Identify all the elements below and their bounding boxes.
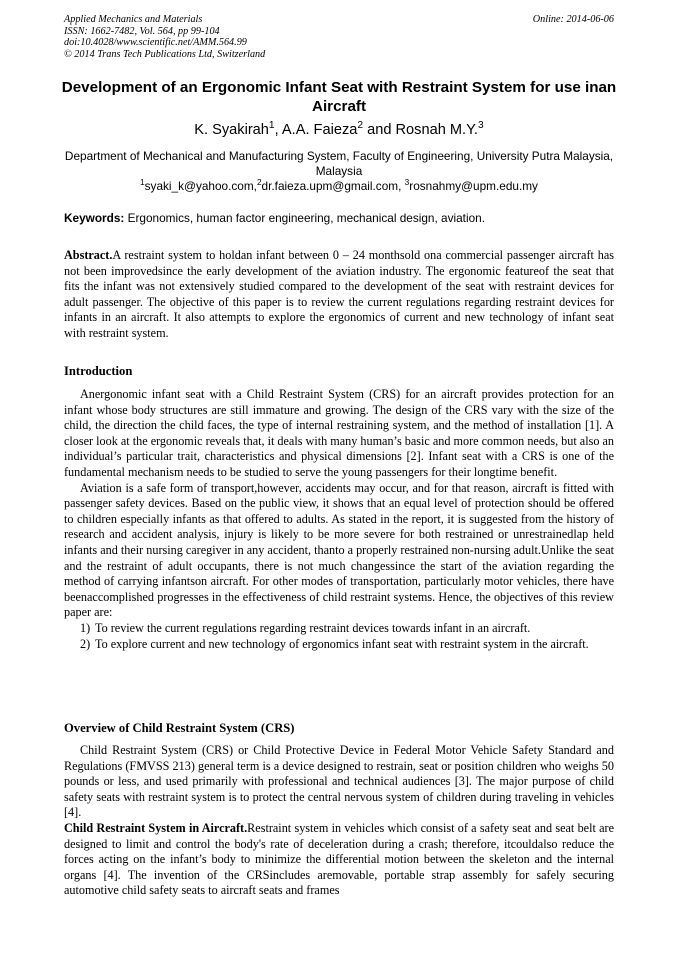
author-affil-mark: 2 [357, 120, 364, 132]
email-mark: 2 [256, 178, 262, 188]
keywords [64, 211, 614, 226]
overview-paragraph-1: Child Restraint System (CRS) or Child Protective Device in Federal Motor Vehicle Safety Standard and Regulations (FMVSS 213) general term is a device designed to restrain, seat or position children who weighs 50 pounds or less, and used primarily with professional and technical audiences [3]. The major purpose of child safety seats with restraint system is to protect the central nervous system of children during traveling in vehicles [4]. [64, 743, 614, 820]
author-affil-mark: 1 [268, 120, 275, 132]
email-mark: 3 [404, 178, 410, 188]
author-name: K. Syakirah [194, 122, 269, 138]
copyright-line: © 2014 Trans Tech Publications Ltd, Switzerland [64, 48, 266, 60]
author-email[interactable]: syaki_k@yahoo.com [144, 179, 254, 194]
author-separator: , [274, 122, 282, 138]
journal-name: Applied Mechanics and Materials [64, 14, 203, 25]
online-date: Online: 2014-06-06 [532, 14, 614, 25]
author-email[interactable]: dr.faieza.upm@gmail.com [261, 179, 399, 194]
author-list [60, 121, 618, 139]
abstract [64, 248, 614, 342]
introduction-heading: Introduction [64, 364, 133, 378]
intro-paragraph-1: Anergonomic infant seat with a Child Restraint System (CRS) for an aircraft provides protection for an infant whose body structures are still immature and growing. The design of the CRS vary with the size of the child, the direction the child faces, the type of internal restraining system, and the method of installation [1]. A closer look at the ergonomic reveals that, it deals with many human’s basic and more common needs, but also an individual’s particular trait, characteristics and physical dimensions [2]. Infant seat with a CRS is one of the fundamental mechanism needs to be studied to serve the young passengers for their longtime benefit. [64, 387, 614, 479]
objectives-list [64, 621, 614, 652]
author-name: Rosnah M.Y. [395, 122, 478, 138]
author-email[interactable]: rosnahmy@upm.edu.my [409, 179, 538, 194]
doi-line: doi:10.4028/www.scientific.net/AMM.564.99 [64, 37, 247, 48]
overview-body [64, 743, 614, 899]
subsection-label: Child Restraint System in Aircraft. [64, 820, 248, 835]
objective-item [64, 621, 614, 637]
abstract-text: A restraint system to holdan infant between 0 – 24 monthsold ona commercial passenger aircraft has not been improvedsince the early development of the aviation industry. The ergonomic featureof the seat that fits the infant was not extensively studied compared to the development of the seat with restraint devices for adult passenger. The objective of this paper is to review the current regulations regarding restraint devices for infants in an aircraft. It also attempts to explore the ergonomics of current and new technology of infant seat with restraint system. [64, 248, 614, 340]
overview-paragraph-2 [64, 821, 614, 899]
overview-paragraph-2-text: Restraint system in vehicles which consist of a safety seat and seat belt are designed to limit and control the body's rate of deceleration during a crash; therefore, itcouldalso reduce the forces acting on the infant’s body to minimize the differential motion between the skeleton and the internal organs [4]. The invention of the CRSincludes aremovable, portable strap assembly for safely securing automotive child safety seats to aircraft seats and frames [64, 820, 615, 898]
author-name: A.A. Faieza [281, 122, 358, 138]
affiliation: Department of Mechanical and Manufacturing System, Faculty of Engineering, University Putra Malaysia, Malaysia [64, 149, 614, 179]
journal-header [64, 14, 265, 60]
email-separator: , [253, 179, 257, 194]
author-separator: and [363, 122, 396, 138]
objective-text: To explore current and new technology of ergonomics infant seat with restraint system in the aircraft. [95, 636, 589, 651]
objective-number: 1) [80, 620, 91, 635]
objective-item [64, 637, 614, 653]
issn-line: ISSN: 1662-7482, Vol. 564, pp 99-104 [64, 25, 220, 37]
intro-paragraph-2: Aviation is a safe form of transport,however, accidents may occur, and for that reason, aircraft is fitted with passenger safety devices. Based on the public view, it shows that an equal level of protection should be offered to children especially infants as that offered to adults. As stated in the report, it is suggested from the history of research and accident analysis, injury is likely to be more severe for both restrained or unrestrainedlap held infants and their nursing caregiver in any accident, thanto a properly restrained non-nursing adult.Unlike the seat and the restraint of adult occupants, there is not much changessince the start of the aviation regarding the method of carrying infantson aircraft. For other modes of transportation, particularly motor vehicles, there have beenaccomplished progresses in the effectiveness of child restraint systems. Hence, the objectives of this review paper are: [64, 480, 614, 620]
email-mark: 1 [140, 178, 145, 188]
keywords-text: Ergonomics, human factor engineering, mechanical design, aviation. [127, 211, 485, 225]
paper-title: Development of an Ergonomic Infant Seat with Restraint System for use inan Aircraft [61, 79, 617, 115]
abstract-label: Abstract. [64, 248, 113, 262]
objective-number: 2) [80, 636, 91, 651]
objective-text: To review the current regulations regarding restraint devices towards infant in an aircraft. [95, 620, 531, 635]
email-line [64, 179, 614, 194]
overview-heading: Overview of Child Restraint System (CRS) [64, 721, 295, 735]
keywords-label: Keywords: [64, 211, 125, 225]
author-affil-mark: 3 [478, 120, 484, 132]
email-separator: , [398, 179, 405, 194]
affiliation-block [64, 149, 614, 195]
introduction-body [64, 387, 614, 652]
